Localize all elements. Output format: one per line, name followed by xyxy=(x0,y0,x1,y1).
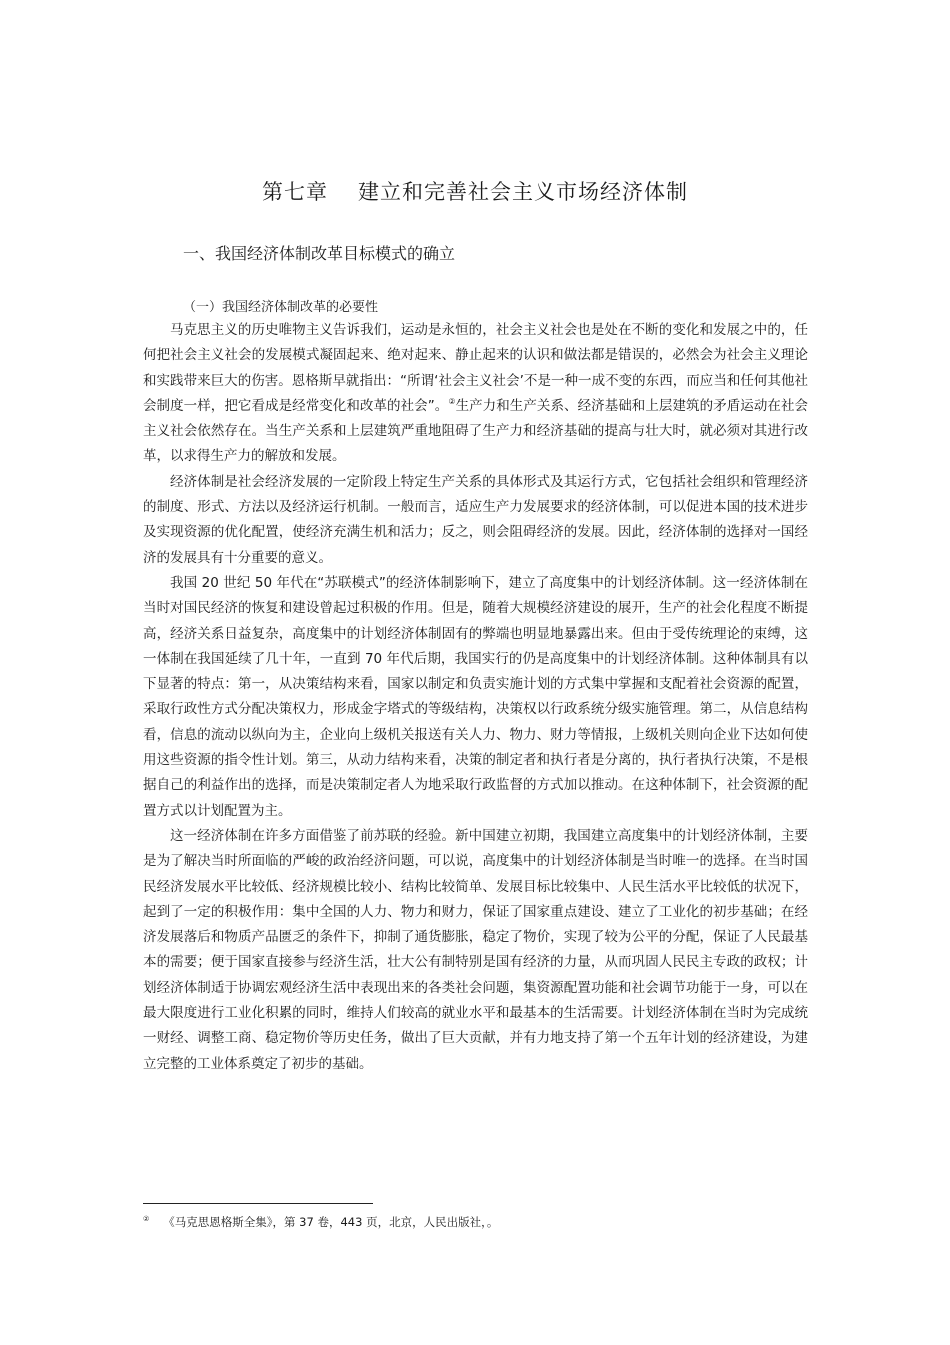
paragraph-4: 这一经济体制在许多方面借鉴了前苏联的经验。新中国建立初期，我国建立高度集中的计划经济体制，主要是为了解决当时所面临的严峻的政治经济问题，可以说，高度集中的计划经济体制是当时唯一的选择。在当时国民经济发展水平比较低、经济规模比较小、结构比较简单、发展目标比较集中、人民生活水平比较低的状况下，起到了一定的积极作用：集中全国的人力、物力和财力，保证了国家重点建设、建立了工业化的初步基础；在经济发展落后和物质产品匮乏的条件下，抑制了通货膨胀，稳定了物价，实现了较为公平的分配，保证了人民最基本的需要；便于国家直接参与经济生活，壮大公有制特别是国有经济的力量，从而巩固人民民主专政的政权；计划经济体制适于协调宏观经济生活中表现出来的各类社会问题，集资源配置功能和社会调节功能于一身，可以在最大限度进行工业化积累的同时，维持人们较高的就业水平和最基本的生活需要。计划经济体制在当时为完成统一财经、调整工商、稳定物价等历史任务，做出了巨大贡献，并有力地支持了第一个五年计划的经济建设，为建立完整的工业体系奠定了初步的基础。 xyxy=(143,827,808,1072)
section-title: 一、我国经济体制改革目标模式的确立 xyxy=(183,244,456,263)
paragraph-3: 我国 20 世纪 50 年代在“苏联模式”的经济体制影响下，建立了高度集中的计划经济体制。这一经济体制在当时对国民经济的恢复和建设曾起过积极的作用。但是，随着大规模经济建设的展开，生产的社会化程度不断提高，经济关系日益复杂，高度集中的计划经济体制固有的弊端也明显地暴露出来。但由于受传统理论的束缚，这一体制在我国延续了几十年，一直到 70 年代后期，我国实行的仍是高度集中的计划经济体制。这种体制具有以下显著的特点：第一，从决策结构来看，国家以制定和负责实施计划的方式集中掌握和支配着社会资源的配置，采取行政性方式分配决策权力，形成金字塔式的等级结构，决策权以行政系统分级实施管理。第二，从信息结构看，信息的流动以纵向为主，企业向上级机关报送有关人力、物力、财力等情报，上级机关则向企业下达如何使用这些资源的指令性计划。第三，从动力结构来看，决策的制定者和执行者是分离的，执行者执行决策，不是根据自己的利益作出的选择，而是决策制定者人为地采取行政监督的方式加以推动。在这种体制下，社会资源的配置方式以计划配置为主。 xyxy=(143,574,808,819)
paragraph-2: 经济体制是社会经济发展的一定阶段上特定生产关系的具体形式及其运行方式，它包括社会组织和管理经济的制度、形式、方法以及经济运行机制。一般而言，适应生产力发展要求的经济体制，可以促进本国的技术进步及实现资源的优化配置，使经济充满生机和活力；反之，则会阻碍经济的发展。因此，经济体制的选择对一国经济的发展具有十分重要的意义。 xyxy=(143,473,808,566)
paragraph-1: 马克思主义的历史唯物主义告诉我们，运动是永恒的，社会主义社会也是处在不断的变化和发展之中的，任何把社会主义社会的发展模式凝固起来、绝对起来、静止起来的认识和做法都是错误的，必然会为社会主义理论和实践带来巨大的伤害。恩格斯早就指出：“所谓‘社会主义社会’不是一种一成不变的东西，而应当和任何其他社会制度一样，把它看成是经常变化和改革的社会”。②生产力和生产关系、经济基础和上层建筑的矛盾运动在社会主义社会依然存在。当生产关系和上层建筑严重地阻碍了生产力和经济基础的提高与壮大时，就必须对其进行改革，以求得生产力的解放和发展。 xyxy=(143,322,809,465)
body-text xyxy=(143,318,808,1077)
footnote-divider xyxy=(143,1203,373,1204)
footnote-mark: ② xyxy=(143,1215,150,1223)
footnote-text: 《马克思恩格斯全集》，第 37 卷，443 页，北京，人民出版社，。 xyxy=(163,1215,499,1229)
chapter-number: 第七章 xyxy=(262,180,328,204)
subsection-title: （一）我国经济体制改革的必要性 xyxy=(183,300,379,315)
chapter-title xyxy=(0,176,950,206)
footnote-reference[interactable]: ② xyxy=(448,396,456,406)
footnote xyxy=(143,1214,808,1230)
chapter-name: 建立和完善社会主义市场经济体制 xyxy=(358,180,688,204)
